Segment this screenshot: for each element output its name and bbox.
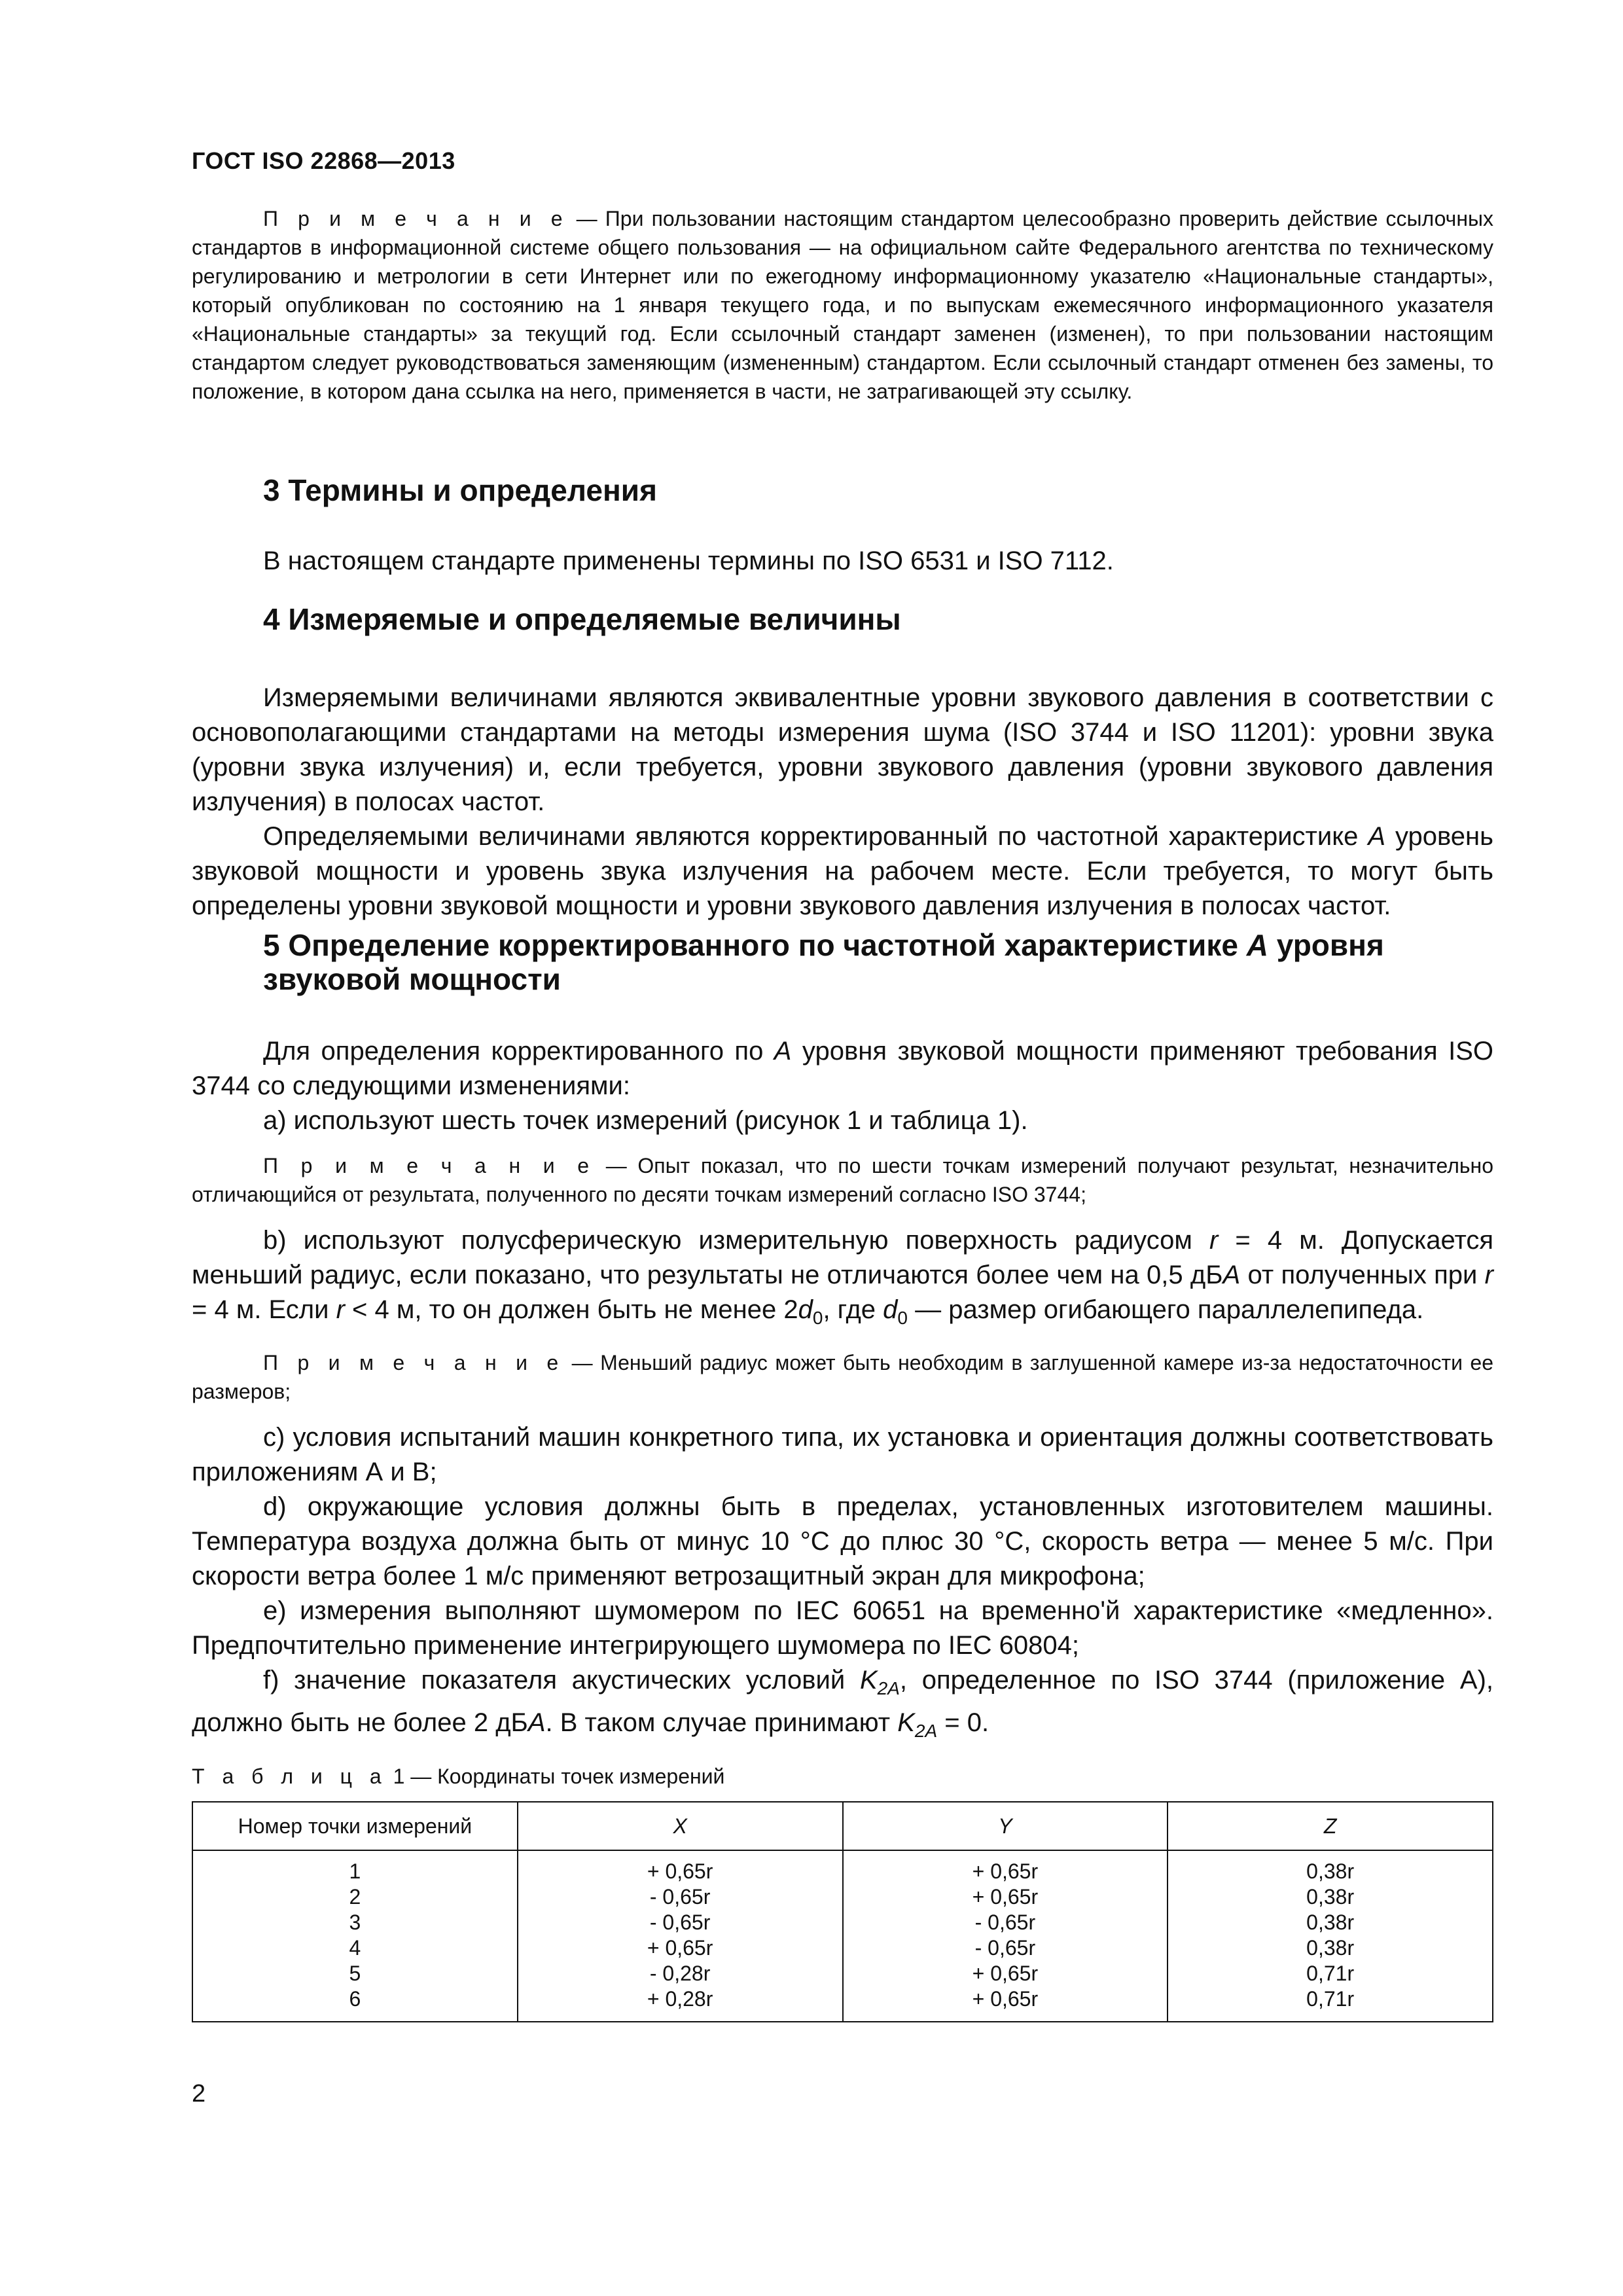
- note-label: П р и м е ч а н и е: [263, 207, 569, 230]
- col-header-y: Y: [843, 1802, 1168, 1850]
- document-header: ГОСТ ISO 22868—2013: [192, 147, 455, 174]
- table-cell: + 0,65r: [647, 1936, 713, 1960]
- list-item-c: с) условия испытаний машин конкретного типа, их установка и ориентация должны соответствовать приложениям А и В;: [192, 1423, 1493, 1486]
- table-cell: - 0,65r: [649, 1885, 711, 1909]
- table-cell: 0,71r: [1306, 1987, 1355, 2011]
- col-header-point: Номер точки измерений: [192, 1802, 518, 1850]
- table-cell: 1: [349, 1859, 361, 1883]
- section-5-title: 5 Определение корректированного по частотной характеристике А уровня звуковой мощности: [263, 928, 1384, 996]
- table-cell: + 0,65r: [972, 1859, 1039, 1883]
- table-cell: 0,38r: [1306, 1910, 1355, 1934]
- table-cell: 4: [349, 1936, 361, 1960]
- col-point-values: [192, 1850, 518, 2022]
- table-cell: 3: [349, 1910, 361, 1934]
- table-cell: 0,38r: [1306, 1885, 1355, 1909]
- table-cell: 0,71r: [1306, 1962, 1355, 1985]
- table-cell: + 0,65r: [972, 1885, 1039, 1909]
- note-references: [192, 204, 1493, 406]
- col-x-values: [518, 1850, 843, 2022]
- table-cell: - 0,28r: [649, 1962, 711, 1985]
- section-5: [192, 928, 1493, 1748]
- section-4-title: 4 Измеряемые и определяемые величины: [263, 602, 901, 636]
- table-cell: - 0,65r: [974, 1936, 1036, 1960]
- list-item-f: f) значение показателя акустических условий $K_{2A}$, определенное по ISO 3744 (приложение А), должно быть не более 2 дБА. В таком случае принимают $K_{2A} = 0$.: [192, 1666, 1493, 1741]
- table-cell: 2: [349, 1885, 361, 1909]
- note-six-points: П р и м е ч а н и е — Опыт показал, что по шести точкам измерений получают результат, незначительно отличающийся от результата, полученного по десяти точкам измерений согласно ISO 3744;: [192, 1154, 1494, 1206]
- list-item-d: d) окружающие условия должны быть в пределах, установленных изготовителем машины. Температура воздуха должна быть от минус 10 °С до плюс 30 °С, скорость ветра — менее 5 м/с. При скорости ветра более 1 м/с применяют ветрозащитный экран для микрофона;: [192, 1492, 1493, 1590]
- list-item-a: а) используют шесть точек измерений (рисунок 1 и таблица 1).: [263, 1106, 1028, 1135]
- table-cell: - 0,65r: [649, 1910, 711, 1934]
- col-z-values: [1168, 1850, 1493, 2022]
- section-4-paragraph-2: Определяемыми величинами являются корректированный по частотной характеристике А уровень звуковой мощности и уровень звука излучения на рабочем месте. Если требуется, то могут быть определены уровни звуковой мощности и уровни звукового давления излучения в полосах частот.: [192, 822, 1493, 920]
- section-5-intro: Для определения корректированного по А уровня звуковой мощности применяют требования ISO 3744 со следующими изменениями:: [192, 1037, 1493, 1100]
- table-caption: Т а б л и ц а 1 — Координаты точек измерений: [192, 1765, 725, 1788]
- table-cell: + 0,65r: [972, 1987, 1039, 2011]
- table-cell: + 0,28r: [647, 1987, 713, 2011]
- page-number: 2: [192, 2080, 206, 2108]
- table-cell: - 0,65r: [974, 1910, 1036, 1934]
- section-4-paragraph-1: Измеряемыми величинами являются эквивалентные уровни звукового давления в соответствии с основополагающими стандартами на методы измерения шума (ISO 3744 и ISO 11201): уровни звука (уровни звука излучения) и, если требуется, уровни звукового давления (уровни звукового давления излучения) в полосах частот.: [192, 683, 1493, 816]
- section-3: [192, 473, 1493, 579]
- note-text: — При пользовании настоящим стандартом целесообразно проверить действие ссылочных стандартов в информационной системе общего пользования — на официальном сайте Федерального агентства по техническому регулированию и метрологии в сети Интернет или по ежегодному информационному указателю «Национальные стандарты», который опубликован по состоянию на 1 января текущего года, и по выпускам ежемесячного информационного указателя «Национальные стандарты» за текущий год. Если ссылочный стандарт заменен (изменен), то при пользовании настоящим стандартом следует руководствоваться заменяющим (измененным) стандартом. Если ссылочный стандарт отменен без замены, то положение, в котором дана ссылка на него, применяется в части, не затрагивающей эту ссылку.: [192, 207, 1493, 403]
- table-header-row: [192, 1802, 1493, 1850]
- table-cell: 0,38r: [1306, 1859, 1355, 1883]
- list-item-e: е) измерения выполняют шумомером по IEC 60651 на временно'й характеристике «медленно». Предпочтительно применение интегрирующего шумомера по IEC 60804;: [192, 1596, 1493, 1660]
- section-3-paragraph: В настоящем стандарте применены термины по ISO 6531 и ISO 7112.: [263, 547, 1114, 575]
- table-cell: + 0,65r: [972, 1962, 1039, 1985]
- table-cell: 0,38r: [1306, 1936, 1355, 1960]
- table-body-row: [192, 1850, 1493, 2022]
- table-cell: 6: [349, 1987, 361, 2011]
- table-cell: + 0,65r: [647, 1859, 713, 1883]
- table-cell: 5: [349, 1962, 361, 1985]
- section-4: [192, 602, 1493, 924]
- list-item-b: b) используют полусферическую измерительную поверхность радиусом r = 4 м. Допускается меньший радиус, если показано, что результаты не отличаются более чем на 0,5 дБА от полученных при r = 4 м. Если r < 4 м, то он должен быть не менее $2d_0$, где $d_0$ — размер огибающего параллелепипеда.: [192, 1226, 1493, 1328]
- coordinates-table: [192, 1801, 1493, 2022]
- col-header-z: Z: [1168, 1802, 1493, 1850]
- col-y-values: [843, 1850, 1168, 2022]
- col-header-x: X: [518, 1802, 843, 1850]
- section-3-title: 3 Термины и определения: [263, 473, 657, 507]
- note-smaller-radius: П р и м е ч а н и е — Меньший радиус может быть необходим в заглушенной камере из-за недостаточности ее размеров;: [192, 1351, 1494, 1403]
